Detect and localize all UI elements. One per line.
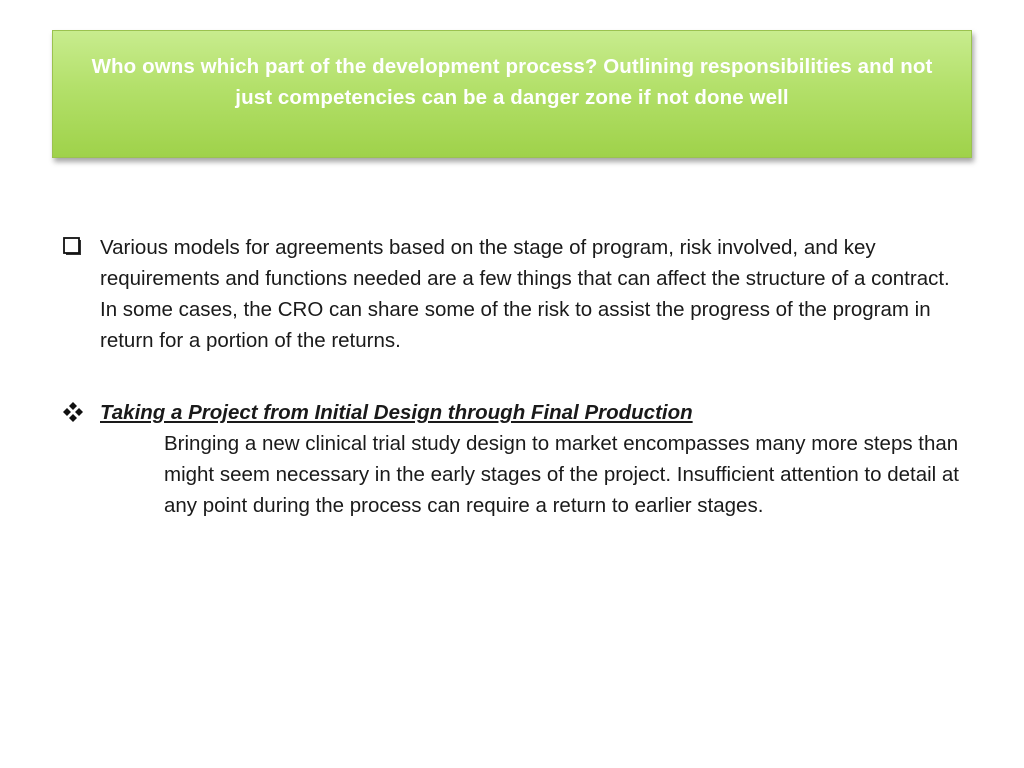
bullet-item-contract-models — [62, 232, 972, 356]
four-diamond-bullet-icon — [62, 401, 84, 423]
slide-title: Who owns which part of the development process? Outlining responsibilities and not just competencies can be a danger zone if not done well — [91, 55, 933, 109]
bullet-body-text: Bringing a new clinical trial study design to market encompasses many more steps than might seem necessary in the early stages of the project. Insufficient attention to detail at any point during the process can require a return to earlier stages. — [164, 432, 960, 517]
square-outline-bullet-icon — [62, 236, 84, 258]
bullet-heading: Taking a Project from Initial Design through Final Production — [100, 401, 693, 424]
title-banner — [52, 30, 972, 158]
bullet-item-project-design — [62, 397, 972, 521]
bullet-text: Various models for agreements based on the stage of program, risk involved, and key requirements and functions needed are a few things that can affect the structure of a contract. In some cases, the CRO can share some of the risk to assist the progress of the program in return for a portion of the returns. — [100, 236, 950, 352]
